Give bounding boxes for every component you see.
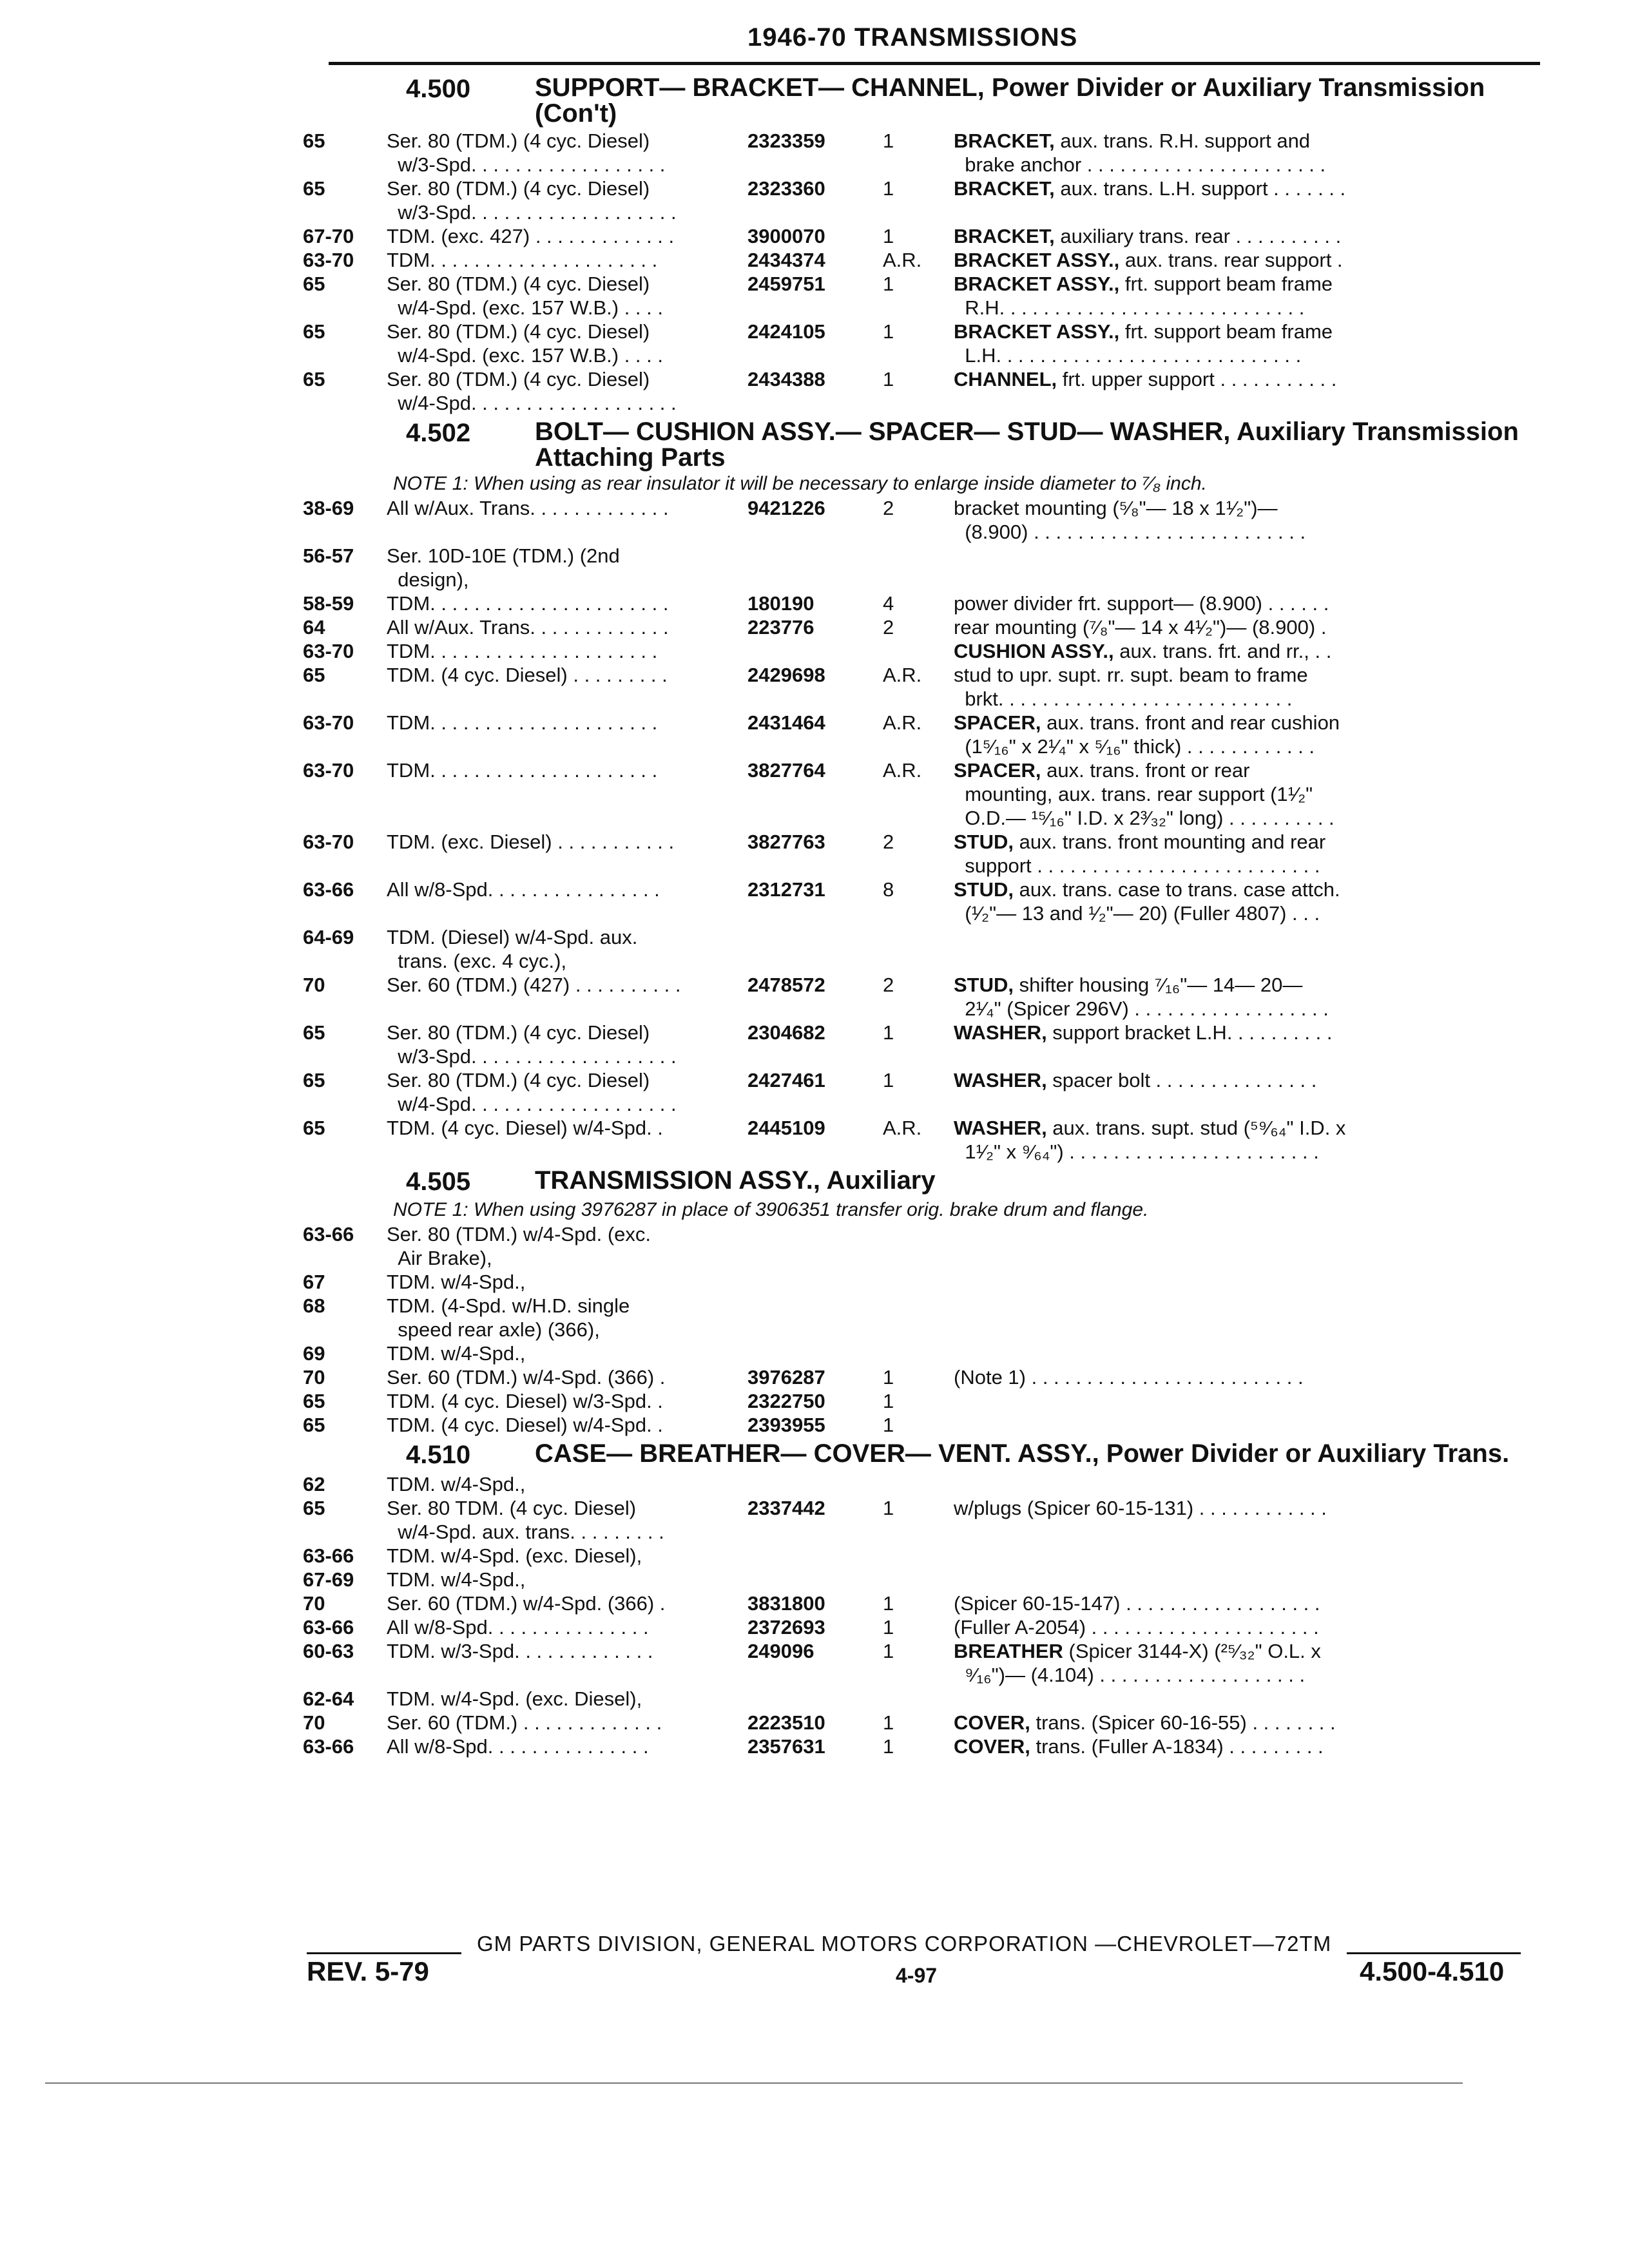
quantity: 1 (883, 1414, 894, 1436)
model-years: 65 (303, 368, 325, 390)
application: All w/8-Spd. . . . . . . . . . . . . . . (387, 1735, 649, 1758)
description-keyword: BREATHER (954, 1640, 1063, 1662)
description-text: frt. upper support . . . . . . . . . . . (1057, 368, 1337, 390)
description-text: frt. support beam frame R.H. . . . . . . . . . . . . . . . . . . . . . . . . . . . (965, 273, 1333, 319)
part-row (303, 1615, 1540, 1639)
model-years: 56-57 (303, 544, 354, 567)
application: Ser. 80 (TDM.) (4 cyc. Diesel) w/3-Spd. . . . . . . . . . . . . . . . . . . (387, 177, 677, 224)
model-years: 63-66 (303, 1544, 354, 1567)
model-years: 65 (303, 1069, 325, 1091)
part-row (303, 878, 1540, 925)
description-keyword: STUD, (954, 878, 1014, 901)
model-years: 63-70 (303, 249, 354, 271)
part-row (303, 1472, 1540, 1496)
part-row (303, 1116, 1540, 1164)
footer-corporation: GM PARTS DIVISION, GENERAL MOTORS CORPORATION —CHEVROLET—72TM (477, 1932, 1332, 1956)
section-header (303, 75, 1540, 126)
section-title: CASE— BREATHER— COVER— VENT. ASSY., Power Divider or Auxiliary Trans. (535, 1439, 1510, 1468)
part-row (303, 1294, 1540, 1341)
description-text: aux. trans. front or rear mounting, aux. trans. rear support (1¹⁄₂" O.D.— ¹⁵⁄₁₆" I.D. x 2³⁄₃₂" long) . . . . . . . . . . (965, 759, 1335, 829)
description-keyword: WASHER, (954, 1021, 1047, 1044)
application: Ser. 80 (TDM.) (4 cyc. Diesel) w/3-Spd. . . . . . . . . . . . . . . . . . . (387, 1021, 677, 1068)
description-text: aux. trans. supt. stud (⁵⁹⁄₆₄" I.D. x 1¹⁄₂" x ⁹⁄₆₄") . . . . . . . . . . . . . . . . . . . . . . . (965, 1117, 1346, 1163)
page-header-title: 1946-70 TRANSMISSIONS (747, 23, 1078, 52)
part-row (303, 639, 1540, 663)
application: TDM. w/4-Spd., (387, 1568, 526, 1591)
part-description (954, 248, 1540, 272)
model-years: 65 (303, 1414, 325, 1436)
part-number: 3976287 (747, 1366, 825, 1389)
description-keyword: CUSHION ASSY., (954, 640, 1114, 662)
description-text: trans. (Fuller A-1834) . . . . . . . . . (1030, 1735, 1324, 1758)
application: TDM. w/4-Spd. (exc. Diesel), (387, 1544, 642, 1567)
model-years: 63-66 (303, 878, 354, 901)
header-rule (329, 62, 1540, 65)
catalog-section (303, 1441, 1540, 1758)
part-row (303, 1341, 1540, 1365)
part-description (954, 1496, 1540, 1520)
section-note: NOTE 1: When using 3976287 in place of 3906351 transfer orig. brake drum and flange. (393, 1199, 1149, 1220)
part-row (303, 1639, 1540, 1687)
section-note: NOTE 1: When using as rear insulator it will be necessary to enlarge inside diameter to ⁷⁄₈ inch. (393, 473, 1207, 494)
description-keyword: BRACKET, (954, 177, 1055, 200)
application: TDM. . . . . . . . . . . . . . . . . . . . . (387, 249, 658, 271)
model-years: 63-66 (303, 1223, 354, 1245)
quantity: A.R. (883, 759, 922, 782)
quantity: A.R. (883, 1117, 922, 1139)
part-row (303, 1544, 1540, 1568)
part-description (954, 758, 1540, 830)
model-years: 64 (303, 616, 325, 639)
part-description (954, 878, 1540, 925)
application: TDM. w/4-Spd., (387, 1342, 526, 1365)
model-years: 65 (303, 1021, 325, 1044)
application: TDM. (4 cyc. Diesel) w/4-Spd. . (387, 1117, 663, 1139)
application: Ser. 60 (TDM.) w/4-Spd. (366) . (387, 1592, 666, 1615)
part-description (954, 1021, 1540, 1044)
part-row (303, 1270, 1540, 1294)
description-keyword: SPACER, (954, 711, 1041, 734)
application: TDM. (4 cyc. Diesel) w/4-Spd. . (387, 1414, 663, 1436)
model-years: 65 (303, 1497, 325, 1519)
part-number: 3831800 (747, 1592, 825, 1615)
section-header (303, 1168, 1540, 1196)
quantity: 1 (883, 273, 894, 295)
part-description (954, 830, 1540, 878)
part-description (954, 1615, 1540, 1639)
part-row (303, 129, 1540, 177)
part-description (954, 591, 1540, 615)
description-keyword: BRACKET, (954, 130, 1055, 152)
part-row (303, 224, 1540, 248)
description-keyword: BRACKET, (954, 225, 1055, 247)
quantity: 1 (883, 320, 894, 343)
quantity: A.R. (883, 664, 922, 686)
part-number: 2337442 (747, 1497, 825, 1519)
part-description (954, 177, 1540, 200)
quantity: 2 (883, 831, 894, 853)
quantity: 1 (883, 1640, 894, 1662)
application: All w/8-Spd. . . . . . . . . . . . . . . . (387, 878, 660, 901)
model-years: 62 (303, 1473, 325, 1495)
quantity: 2 (883, 974, 894, 996)
part-row (303, 830, 1540, 878)
application: All w/Aux. Trans. . . . . . . . . . . . . (387, 616, 669, 639)
model-years: 63-66 (303, 1735, 354, 1758)
application: TDM. w/4-Spd., (387, 1271, 526, 1293)
part-description (954, 496, 1540, 544)
application: Ser. 80 (TDM.) (4 cyc. Diesel) w/4-Spd. . . . . . . . . . . . . . . . . . . (387, 368, 677, 414)
part-row (303, 1711, 1540, 1735)
part-description (954, 663, 1540, 711)
application: TDM. (exc. 427) . . . . . . . . . . . . . (387, 225, 675, 247)
application: TDM. . . . . . . . . . . . . . . . . . . . . (387, 711, 658, 734)
part-row (303, 1687, 1540, 1711)
part-description (954, 1116, 1540, 1164)
quantity: 1 (883, 130, 894, 152)
quantity: 1 (883, 1069, 894, 1091)
footer-rule-left (307, 1952, 461, 1954)
part-number: 2323359 (747, 130, 825, 152)
quantity: 4 (883, 592, 894, 615)
part-row (303, 367, 1540, 415)
catalog-section (303, 75, 1540, 415)
description-text: aux. trans. case to trans. case attch. (¹⁄₂"— 13 and ¹⁄₂"— 20) (Fuller 4807) . . . (965, 878, 1340, 925)
part-description (954, 1068, 1540, 1092)
footer-revision: REV. 5-79 (307, 1956, 429, 1986)
part-number: 2445109 (747, 1117, 825, 1139)
sections-container (303, 71, 1540, 1762)
model-years: 38-69 (303, 497, 354, 519)
model-years: 68 (303, 1294, 325, 1317)
description-text: bracket mounting (⁵⁄₈"— 18 x 1¹⁄₂")— (8.900) . . . . . . . . . . . . . . . . . . . . . . . . . (954, 497, 1306, 543)
quantity: 1 (883, 1390, 894, 1412)
part-number: 3827763 (747, 831, 825, 853)
application: Ser. 80 (TDM.) (4 cyc. Diesel) w/4-Spd. . . . . . . . . . . . . . . . . . . (387, 1069, 677, 1115)
description-text: aux. trans. frt. and rr., . . (1113, 640, 1332, 662)
quantity: 1 (883, 1497, 894, 1519)
part-row (303, 711, 1540, 758)
quantity: 8 (883, 878, 894, 901)
part-row (303, 1021, 1540, 1068)
part-row (303, 496, 1540, 544)
application: TDM. (4-Spd. w/H.D. single speed rear axle) (366), (387, 1294, 630, 1341)
part-row (303, 1413, 1540, 1437)
description-text: auxiliary trans. rear . . . . . . . . . . (1054, 225, 1342, 247)
model-years: 64-69 (303, 926, 354, 948)
description-keyword: SPACER, (954, 759, 1041, 782)
model-years: 70 (303, 1592, 325, 1615)
part-description (954, 320, 1540, 367)
part-number: 249096 (747, 1640, 815, 1662)
part-row (303, 1222, 1540, 1270)
part-row (303, 544, 1540, 591)
part-row (303, 1389, 1540, 1413)
footer-rule-right (1347, 1952, 1521, 1954)
description-text: spacer bolt . . . . . . . . . . . . . . . (1046, 1069, 1317, 1091)
scan-edge-line (45, 2082, 1463, 2084)
part-number: 9421226 (747, 497, 825, 519)
quantity: 2 (883, 497, 894, 519)
description-text: power divider frt. support— (8.900) . . . . . . (954, 592, 1329, 615)
part-row (303, 1496, 1540, 1544)
description-keyword: WASHER, (954, 1117, 1047, 1139)
description-text: aux. trans. L.H. support . . . . . . . (1054, 177, 1346, 200)
description-text: w/plugs (Spicer 60-15-131) . . . . . . . . . . . . (954, 1497, 1327, 1519)
model-years: 63-70 (303, 759, 354, 782)
part-row (303, 758, 1540, 830)
section-number: 4.510 (406, 1441, 471, 1469)
model-years: 65 (303, 130, 325, 152)
part-row (303, 320, 1540, 367)
part-number: 2431464 (747, 711, 825, 734)
description-text: (Fuller A-2054) . . . . . . . . . . . . . . . . . . . . . (954, 1616, 1319, 1639)
part-description (954, 367, 1540, 391)
description-text: aux. trans. rear support . (1119, 249, 1343, 271)
part-description (954, 272, 1540, 320)
part-number: 2322750 (747, 1390, 825, 1412)
part-number: 2429698 (747, 664, 825, 686)
application: TDM. (Diesel) w/4-Spd. aux. trans. (exc. 4 cyc.), (387, 926, 638, 972)
part-number: 2434388 (747, 368, 825, 390)
part-number: 2424105 (747, 320, 825, 343)
description-text: (Spicer 60-15-147) . . . . . . . . . . . . . . . . . . (954, 1592, 1320, 1615)
description-text: aux. trans. front and rear cushion (1⁵⁄₁₆" x 2¹⁄₄" x ⁵⁄₁₆" thick) . . . . . . . . . . . . (965, 711, 1340, 758)
part-number: 2393955 (747, 1414, 825, 1436)
part-number: 2372693 (747, 1616, 825, 1639)
description-text: trans. (Spicer 60-16-55) . . . . . . . . (1030, 1711, 1336, 1734)
quantity: 1 (883, 1735, 894, 1758)
application: TDM. . . . . . . . . . . . . . . . . . . . . (387, 640, 658, 662)
quantity: 1 (883, 368, 894, 390)
part-number: 180190 (747, 592, 815, 615)
part-row (303, 1735, 1540, 1758)
part-number: 2304682 (747, 1021, 825, 1044)
application: Ser. 80 (TDM.) (4 cyc. Diesel) w/4-Spd. (exc. 157 W.B.) . . . . (387, 320, 663, 367)
model-years: 63-70 (303, 831, 354, 853)
quantity: 1 (883, 1616, 894, 1639)
description-text: stud to upr. supt. rr. supt. beam to frame brkt. . . . . . . . . . . . . . . . . . . . . . . . . . . (954, 664, 1308, 710)
part-description (954, 1639, 1540, 1687)
description-text: (Note 1) . . . . . . . . . . . . . . . . . . . . . . . . . (954, 1366, 1304, 1389)
model-years: 63-70 (303, 640, 354, 662)
catalog-section (303, 419, 1540, 1164)
part-number: 2323360 (747, 177, 825, 200)
description-keyword: BRACKET ASSY., (954, 273, 1120, 295)
part-row (303, 248, 1540, 272)
part-number: 3900070 (747, 225, 825, 247)
part-row (303, 272, 1540, 320)
section-title: BOLT— CUSHION ASSY.— SPACER— STUD— WASHER, Auxiliary Transmission Attaching Parts (535, 418, 1519, 472)
part-row (303, 1591, 1540, 1615)
quantity: 2 (883, 616, 894, 639)
description-keyword: STUD, (954, 974, 1014, 996)
description-text: aux. trans. front mounting and rear support . . . . . . . . . . . . . . . . . . . . . . . . . . (965, 831, 1326, 877)
part-row (303, 663, 1540, 711)
application: TDM. . . . . . . . . . . . . . . . . . . . . . (387, 592, 669, 615)
part-row (303, 1568, 1540, 1591)
application: Ser. 60 (TDM.) . . . . . . . . . . . . . (387, 1711, 662, 1734)
application: TDM. (exc. Diesel) . . . . . . . . . . . (387, 831, 675, 853)
part-row (303, 591, 1540, 615)
model-years: 65 (303, 1390, 325, 1412)
model-years: 67-69 (303, 1568, 354, 1591)
description-text: rear mounting (⁷⁄₈"— 14 x 4¹⁄₂")— (8.900) . (954, 616, 1327, 639)
application: Ser. 80 TDM. (4 cyc. Diesel) w/4-Spd. aux. trans. . . . . . . . . (387, 1497, 664, 1543)
application: All w/Aux. Trans. . . . . . . . . . . . . (387, 497, 669, 519)
part-description (954, 973, 1540, 1021)
part-row (303, 1365, 1540, 1389)
application: TDM. (4 cyc. Diesel) w/3-Spd. . (387, 1390, 663, 1412)
part-description (954, 639, 1540, 663)
quantity: A.R. (883, 711, 922, 734)
description-text: shifter housing ⁷⁄₁₆"— 14— 20— 2¹⁄₄" (Spicer 296V) . . . . . . . . . . . . . . . . . . (965, 974, 1329, 1020)
application: TDM. w/4-Spd. (exc. Diesel), (387, 1687, 642, 1710)
application: Ser. 60 (TDM.) w/4-Spd. (366) . (387, 1366, 666, 1389)
section-number: 4.502 (406, 419, 471, 447)
application: Ser. 60 (TDM.) (427) . . . . . . . . . . (387, 974, 681, 996)
part-row (303, 615, 1540, 639)
application: Ser. 10D-10E (TDM.) (2nd design), (387, 544, 620, 591)
description-keyword: COVER, (954, 1735, 1030, 1758)
description-keyword: STUD, (954, 831, 1014, 853)
model-years: 65 (303, 664, 325, 686)
part-description (954, 224, 1540, 248)
footer-section-range: 4.500-4.510 (1360, 1956, 1505, 1986)
quantity: A.R. (883, 249, 922, 271)
application: TDM. . . . . . . . . . . . . . . . . . . . . (387, 759, 658, 782)
description-keyword: WASHER, (954, 1069, 1047, 1091)
part-number: 2434374 (747, 249, 825, 271)
part-row (303, 925, 1540, 973)
part-description (954, 1711, 1540, 1735)
model-years: 58-59 (303, 592, 354, 615)
quantity: 1 (883, 1592, 894, 1615)
description-text: aux. trans. R.H. support and brake anchor . . . . . . . . . . . . . . . . . . . . . . (965, 130, 1326, 176)
part-description (954, 615, 1540, 639)
section-title: TRANSMISSION ASSY., Auxiliary (535, 1166, 936, 1195)
section-header (303, 1441, 1540, 1470)
part-number: 2459751 (747, 273, 825, 295)
description-keyword: CHANNEL, (954, 368, 1057, 390)
application: Ser. 80 (TDM.) (4 cyc. Diesel) w/4-Spd. (exc. 157 W.B.) . . . . (387, 273, 663, 319)
description-text: (Spicer 3144-X) (²⁵⁄₃₂" O.L. x ⁹⁄₁₆")— (4.104) . . . . . . . . . . . . . . . . . . . (965, 1640, 1321, 1686)
section-title: SUPPORT— BRACKET— CHANNEL, Power Divider or Auxiliary Transmission (Con't) (535, 73, 1485, 128)
part-number: 2357631 (747, 1735, 825, 1758)
model-years: 65 (303, 177, 325, 200)
footer-page-number: 4-97 (896, 1964, 938, 1987)
part-description (954, 1735, 1540, 1758)
model-years: 70 (303, 974, 325, 996)
description-text: support bracket L.H. . . . . . . . . . (1046, 1021, 1333, 1044)
description-text: frt. support beam frame L.H. . . . . . . . . . . . . . . . . . . . . . . . . . . . (965, 320, 1333, 367)
description-keyword: BRACKET ASSY., (954, 249, 1120, 271)
description-keyword: BRACKET ASSY., (954, 320, 1120, 343)
part-number: 2312731 (747, 878, 825, 901)
model-years: 67-70 (303, 225, 354, 247)
description-keyword: COVER, (954, 1711, 1030, 1734)
application: TDM. w/3-Spd. . . . . . . . . . . . . (387, 1640, 653, 1662)
quantity: 1 (883, 1711, 894, 1734)
model-years: 62-64 (303, 1687, 354, 1710)
part-number: 2427461 (747, 1069, 825, 1091)
part-description (954, 129, 1540, 177)
model-years: 70 (303, 1711, 325, 1734)
quantity: 1 (883, 177, 894, 200)
part-row (303, 1068, 1540, 1116)
quantity: 1 (883, 1021, 894, 1044)
application: All w/8-Spd. . . . . . . . . . . . . . . (387, 1616, 649, 1639)
part-number: 3827764 (747, 759, 825, 782)
quantity: 1 (883, 1366, 894, 1389)
model-years: 65 (303, 1117, 325, 1139)
model-years: 60-63 (303, 1640, 354, 1662)
part-number: 2223510 (747, 1711, 825, 1734)
model-years: 69 (303, 1342, 325, 1365)
model-years: 67 (303, 1271, 325, 1293)
quantity: 1 (883, 225, 894, 247)
model-years: 63-70 (303, 711, 354, 734)
section-header (303, 419, 1540, 470)
catalog-section (303, 1168, 1540, 1437)
application: TDM. (4 cyc. Diesel) . . . . . . . . . (387, 664, 668, 686)
application: TDM. w/4-Spd., (387, 1473, 526, 1495)
model-years: 70 (303, 1366, 325, 1389)
section-number: 4.500 (406, 75, 471, 103)
application: Ser. 80 (TDM.) (4 cyc. Diesel) w/3-Spd. . . . . . . . . . . . . . . . . . (387, 130, 666, 176)
section-number: 4.505 (406, 1168, 471, 1196)
model-years: 63-66 (303, 1616, 354, 1639)
part-row (303, 973, 1540, 1021)
part-description (954, 1591, 1540, 1615)
part-number: 2478572 (747, 974, 825, 996)
part-number: 223776 (747, 616, 815, 639)
model-years: 65 (303, 273, 325, 295)
part-description (954, 711, 1540, 758)
application: Ser. 80 (TDM.) w/4-Spd. (exc. Air Brake), (387, 1223, 651, 1269)
part-row (303, 177, 1540, 224)
part-description (954, 1365, 1540, 1389)
model-years: 65 (303, 320, 325, 343)
